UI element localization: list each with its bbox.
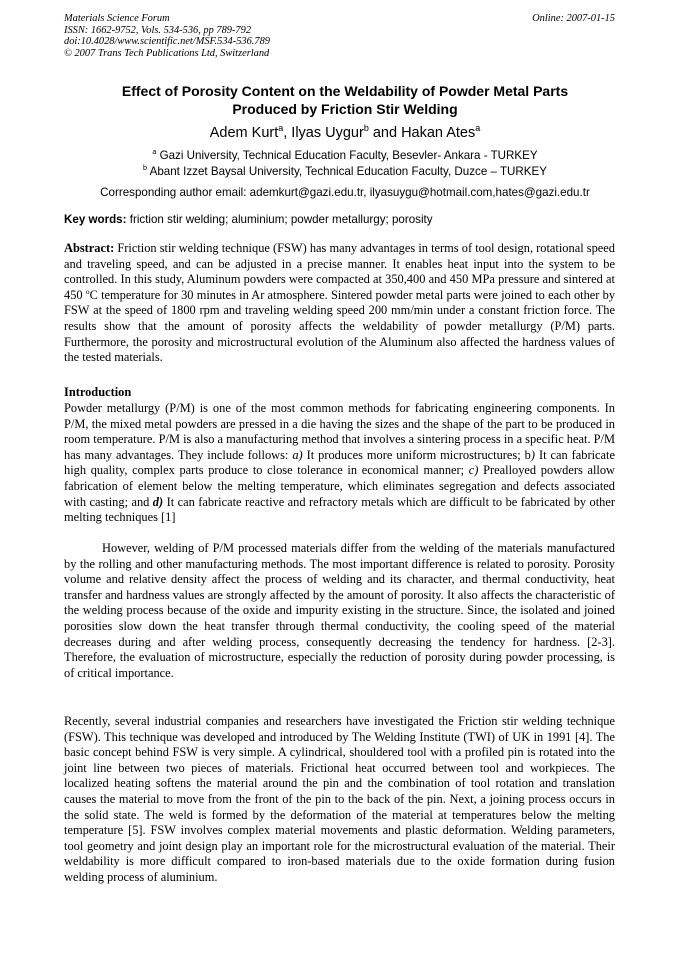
abstract <box>64 241 615 366</box>
copyright-line: © 2007 Trans Tech Publications Ltd, Switzerland <box>64 47 270 59</box>
paragraph-text: It can fabricate reactive and refractory metals which are difficult to be fabricated by other melting techniques [1] <box>64 494 615 525</box>
journal-header <box>64 13 270 59</box>
affiliation-b <box>60 164 630 180</box>
list-marker: ) <box>530 447 535 462</box>
list-marker: a) <box>292 447 303 462</box>
intro-paragraph-3: Recently, several industrial companies and researchers have investigated the Friction stir welding technique (FSW). This technique was developed and introduced by The Welding Institute (TWI) of UK in 1991 [4]. The basic concept behind FSW is very simple. A cylindrical, shouldered tool with a profiled pin is rotated into the joint line between two pieces of materials. Frictional heat occurred between tool and workpieces. The localized heating softens the material around the pin and the combination of tool rotation and translation causes the material to move from the front of the pin to the back of the pin. Next, a joining process occurs in the solid state. The weld is formed by the deformation of the material at temperatures below the melting temperature [5]. FSW involves complex material movements and plastic deformation. Welding parameters, tool geometry and joint design play an important role for the microstructural evaluation of the material. Their weldability is more difficult compared to iron-based materials due to the oxide formation during fusion welding process of aluminium. <box>64 714 615 884</box>
author-name: Hakan Ates <box>401 125 476 141</box>
title-line-1: Effect of Porosity Content on the Weldability of Powder Metal Parts <box>121 83 569 99</box>
author-separator: and <box>368 125 402 141</box>
section-heading-introduction: Introduction <box>64 385 132 399</box>
author-affiliation-mark: b <box>363 123 369 134</box>
abstract-text: Friction stir welding technique (FSW) has many advantages in terms of tool design, rotational speed and traveling speed, and can be adjusted in a precise manner. It enables heat input into the system to be controlled. In this study, Aluminum powders were compacted at 350,400 and 450 MPa pressure and sintered at 450 <box>64 241 615 302</box>
paragraph-text: It can fabricate high quality, complex parts produce to close tolerance in economical manner; <box>64 447 615 478</box>
keywords-label: Key words: <box>64 213 127 226</box>
author-name: Adem Kurt <box>209 125 279 141</box>
issn-line: ISSN: 1662-9752, Vols. 534-536, pp 789-792 <box>64 24 252 36</box>
paragraph-text: Powder metallurgy (P/M) is one of the most common methods for fabricating engineering components. In P/M, the mixed metal powders are pressed in a die having the sizes and the shape of the part to be produced in room temperature. P/M is also a manufacturing method that involves a sintering process in a specific heat. P/M has many advantages. They include follows: <box>64 401 615 462</box>
keywords-text: friction stir welding; aluminium; powder metallurgy; porosity <box>129 213 433 226</box>
affiliation-mark: b <box>143 163 148 173</box>
online-date: Online: 2007-01-15 <box>532 13 615 24</box>
intro-paragraph-2: However, welding of P/M processed materials differ from the welding of the materials manufactured by the rolling and other manufacturing methods. The most important difference is related to porosity. Porosity volume and relative density affect the process of welding and its character, and thermal conductivity, heat transfer and hardness values are strongly affected by the amount of porosity. It also affects the characteristic of the welding process because of the oxide and impurity existing in the structure. Since, the isolated and joined porosities slow down the heat transfer through thermal conductivity, the cooling speed of the material decreases during and after welding process, consequently decreasing the tendency for hardness. [2-3]. Therefore, the evaluation of microstructure, especially the reduction of porosity during powder processing, is of critical importance. <box>64 541 615 680</box>
list-marker: d) <box>152 494 164 509</box>
paragraph-text: It produces more uniform microstructures; b <box>302 447 531 462</box>
title-line-2: Produced by Friction Stir Welding <box>232 101 458 117</box>
affiliation-a <box>60 148 630 164</box>
author-separator: , <box>283 125 292 141</box>
keywords <box>64 212 615 227</box>
affiliation-text: Abant Izzet Baysal University, Technical Education Faculty, Duzce – TURKEY <box>149 165 547 178</box>
degree-mark: o <box>85 286 90 296</box>
paragraph-text: Prealloyed powders allow fabrication of element below the melting temperature, which eliminates segregation and defects associated with casting; and <box>64 463 615 509</box>
corresponding-author: Corresponding author email: ademkurt@gazi.edu.tr, ilyasuygu@hotmail.com,hates@gazi.edu.tr <box>100 186 590 199</box>
affiliation-text: Gazi University, Technical Education Faculty, Besevler- Ankara - TURKEY <box>159 149 538 162</box>
journal-name: Materials Science Forum <box>64 13 170 24</box>
author-list <box>60 124 630 142</box>
author-affiliation-mark: a <box>278 123 284 134</box>
paper-title <box>60 82 630 118</box>
list-marker: c) <box>468 463 479 478</box>
affiliations <box>60 148 630 180</box>
abstract-label: Abstract: <box>64 241 115 255</box>
affiliation-mark: a <box>152 147 157 157</box>
intro-paragraph-1 <box>64 401 615 526</box>
abstract-text-cont: C temperature for 30 minutes in Ar atmosphere. Sintered powder metal parts were joined to each other by FSW at the speed of 1800 rpm and traveling welding speed 200 mm/min under a constant friction force. The results show that the amount of porosity affects the weldability of powder metallurgy (P/M) parts. Furthermore, the porosity and microstructural evolution of the Aluminum also affected the hardness values of the tested materials. <box>64 287 616 365</box>
doi-line: doi:10.4028/www.scientific.net/MSF.534-536.789 <box>64 36 270 48</box>
author-name: Ilyas Uygur <box>291 125 364 141</box>
author-affiliation-mark: a <box>475 123 481 134</box>
